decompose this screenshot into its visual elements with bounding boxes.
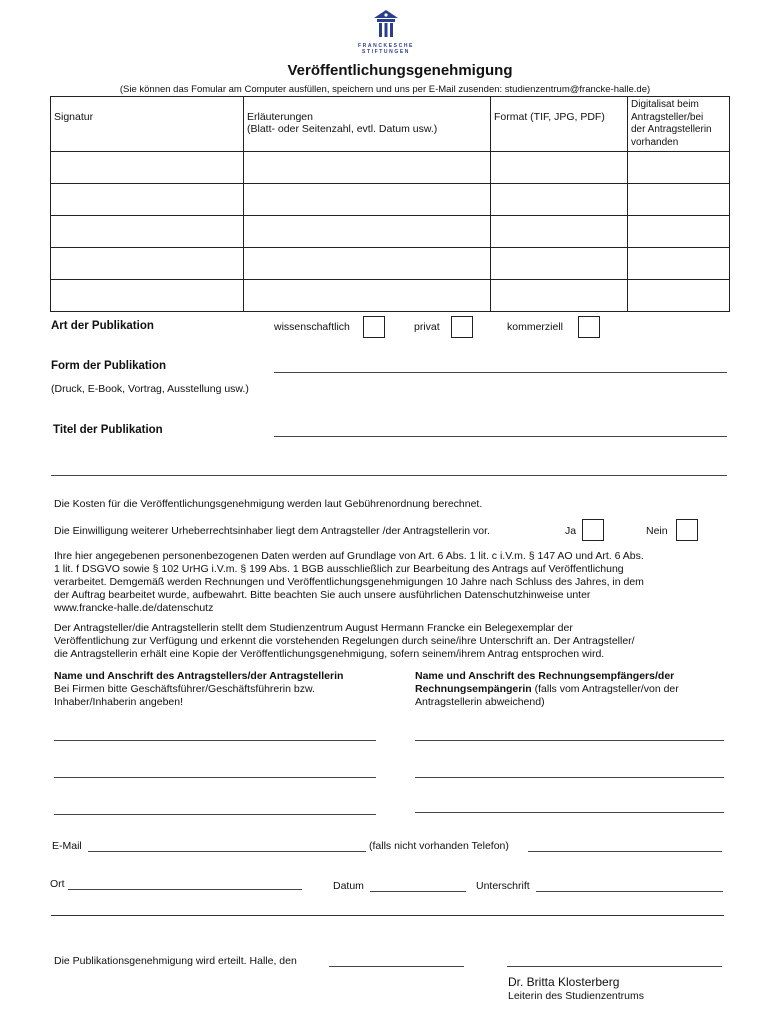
francke-stiftungen-logo-icon [371,8,401,40]
antragsteller-address-line[interactable] [54,814,376,815]
rechnung-heading-2: Rechnungsempängerin [415,683,532,695]
unterschrift-input-line[interactable] [536,891,723,892]
beleg-paragraph [54,622,734,661]
cell-signatur[interactable] [51,280,244,312]
checkbox-nein[interactable] [676,519,698,541]
checkbox-kommerziell[interactable] [578,316,600,338]
form-label: Form der Publikation [51,360,167,372]
cell-erlaeuterungen[interactable] [244,280,491,312]
rechnung-address-line[interactable] [415,777,724,778]
beleg-line: Der Antragsteller/die Antragstellerin stellt dem Studienzentrum August Hermann Francke ein Belegexemplar der [54,622,573,634]
ort-input-line[interactable] [68,889,302,890]
signer-name: Dr. Britta Klosterberg [508,975,620,989]
table-row [51,280,730,312]
rechnung-hint: Antragstellerin abweichend) [415,696,545,708]
beleg-line: Veröffentlichung zur Verfügung und erkennt die vorstehenden Regelungen durch seine/ihre Unterschrift an. Der Antragsteller/ [54,635,635,647]
antragsteller-hint: Bei Firmen bitte Geschäftsführer/Geschäftsführerin bzw. [54,683,315,695]
signer-role: Leiterin des Studienzentrums [508,990,644,1002]
signature-line[interactable] [507,966,722,967]
datenschutz-line: der Auftrag bearbeitet wurde, aufbewahrt. Bitte beachten Sie auch unsere ausführlichen Datenschutzhinweise unter [54,589,591,601]
email-input-line[interactable] [88,851,366,852]
ja-label: Ja [565,525,577,537]
table-row [51,152,730,184]
rechnung-address-line[interactable] [415,812,724,813]
datum-input-line[interactable] [370,891,466,892]
ort-label: Ort [50,878,65,890]
cell-digitalisat[interactable] [628,152,730,184]
table-row [51,248,730,280]
cell-digitalisat[interactable] [628,216,730,248]
datenschutz-link[interactable]: www.francke-halle.de/datenschutz [54,602,214,614]
rechnung-heading: Name und Anschrift des Rechnungsempfängers/der [415,670,675,682]
cell-digitalisat[interactable] [628,280,730,312]
header-erl-line1: Erläuterungen [247,111,313,123]
header-format: Format (TIF, JPG, PDF) [491,97,628,152]
logo-line-2: STIFTUNGEN [362,49,410,55]
header-signatur: Signatur [51,97,244,152]
datenschutz-paragraph [54,550,734,615]
divider [51,915,724,916]
subtitle: (Sie können das Fomular am Computer ausfüllen, speichern und uns per E-Mail zusenden: studienzentrum@francke-halle.de) [119,84,651,95]
cell-erlaeuterungen[interactable] [244,152,491,184]
titel-label: Titel der Publikation [53,424,163,436]
kosten-text: Die Kosten für die Veröffentlichungsgenehmigung werden laut Gebührenordnung berechnet. [54,498,483,510]
genehmigung-date-line[interactable] [329,966,464,967]
signatures-table [50,96,730,312]
table-header-row [51,97,730,152]
cell-erlaeuterungen[interactable] [244,248,491,280]
option-kommerziell-label: kommerziell [507,321,564,333]
antragsteller-address-line[interactable] [54,740,376,741]
table-row [51,184,730,216]
checkbox-ja[interactable] [582,519,604,541]
einwilligung-text: Die Einwilligung weiterer Urheberrechtsinhaber liegt dem Antragsteller /der Antragstellerin vor. [54,525,490,537]
antragsteller-block [54,670,394,709]
rechnungsempfaenger-block [415,670,745,709]
antragsteller-address-line[interactable] [54,777,376,778]
table-row [51,216,730,248]
titel-input-line[interactable] [274,436,727,437]
cell-signatur[interactable] [51,152,244,184]
antragsteller-hint: Inhaber/Inhaberin angeben! [54,696,184,708]
cell-format[interactable] [491,280,628,312]
cell-format[interactable] [491,248,628,280]
titel-input-line-2[interactable] [51,475,727,476]
email-alt-label: (falls nicht vorhanden Telefon) [369,840,509,852]
page-title: Veröffentlichungsgenehmigung [287,62,513,79]
cell-format[interactable] [491,152,628,184]
art-label: Art der Publikation [51,320,154,332]
cell-digitalisat[interactable] [628,184,730,216]
checkbox-privat[interactable] [451,316,473,338]
rechnung-hint: (falls vom Antragsteller/von der [531,683,679,695]
cell-erlaeuterungen[interactable] [244,184,491,216]
nein-label: Nein [646,525,668,537]
cell-erlaeuterungen[interactable] [244,216,491,248]
header-erl-line2: (Blatt- oder Seitenzahl, evtl. Datum usw.) [247,123,438,135]
form-hint: (Druck, E-Book, Vortrag, Ausstellung usw.) [51,383,249,395]
form-input-line[interactable] [274,372,727,373]
datenschutz-line: 1 lit. f DSGVO sowie § 102 UrHG i.V.m. § 199 Abs. 1 BGB ausschließlich zur Bearbeitung des Antrags auf Veröffentlichung [54,563,624,575]
genehmigung-text: Die Publikationsgenehmigung wird erteilt. Halle, den [54,955,297,967]
header-dig-line3: der Antragstellerin [631,124,712,135]
option-privat-label: privat [414,321,440,333]
unterschrift-label: Unterschrift [476,880,530,892]
header-erlaeuterungen [244,97,491,152]
option-wissenschaftlich-label: wissenschaftlich [274,321,350,333]
header-dig-line4: vorhanden [631,136,679,148]
cell-signatur[interactable] [51,248,244,280]
datenschutz-line: verarbeitet. Demgemäß werden Rechnungen und Veröffentlichungsgenehmigungen 10 Jahre nach Schluss des Jahres, in dem [54,576,644,588]
header-dig-line2: Antragsteller/bei [631,111,704,123]
datenschutz-line: Ihre hier angegebenen personenbezogenen Daten werden auf Grundlage von Art. 6 Abs. 1 lit. c i.V.m. § 147 AO und Art. 6 Abs. [54,550,644,562]
header-digitalisat [628,97,730,152]
antragsteller-heading: Name und Anschrift des Antragstellers/der Antragstellerin [54,670,344,682]
cell-format[interactable] [491,216,628,248]
checkbox-wissenschaftlich[interactable] [363,316,385,338]
email-label: E-Mail [52,840,82,852]
cell-format[interactable] [491,184,628,216]
header-dig-line1: Digitalisat beim [631,99,699,110]
logo [355,8,417,58]
telefon-input-line[interactable] [528,851,722,852]
beleg-line: die Antragstellerin erhält eine Kopie der Veröffentlichungsgenehmigung, sofern seinem/ihrem Antrag entsprochen wird. [54,648,605,660]
logo-line-1: FRANCKESCHE [358,43,414,49]
cell-signatur[interactable] [51,184,244,216]
cell-signatur[interactable] [51,216,244,248]
rechnung-address-line[interactable] [415,740,724,741]
cell-digitalisat[interactable] [628,248,730,280]
datum-label: Datum [333,880,364,892]
